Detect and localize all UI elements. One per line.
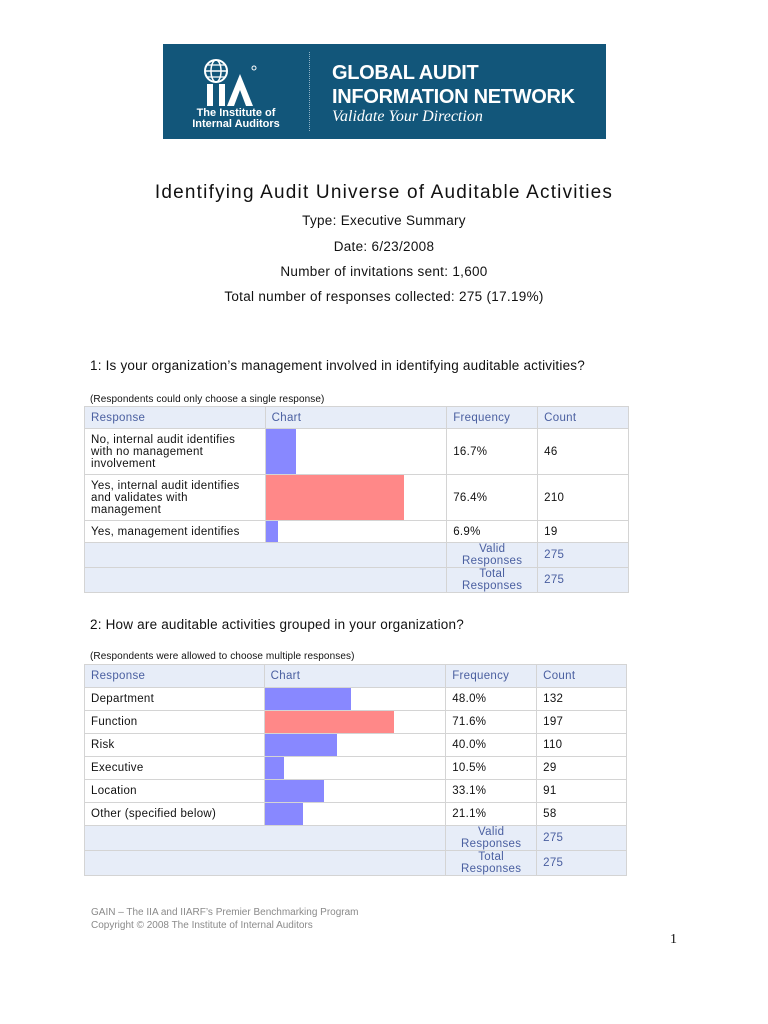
frequency-bar bbox=[266, 521, 278, 542]
gain-title-line2: INFORMATION NETWORK bbox=[332, 86, 575, 108]
response-label: Location bbox=[85, 780, 265, 803]
table-row bbox=[85, 803, 627, 826]
question-1-table bbox=[84, 406, 629, 593]
responses-collected: Total number of responses collected: 275 (17.19%) bbox=[224, 289, 544, 304]
column-header-frequency: Frequency bbox=[446, 665, 537, 688]
summary-type: Type: Executive Summary bbox=[302, 213, 466, 228]
count-value: 91 bbox=[537, 780, 627, 803]
frequency-value: 40.0% bbox=[446, 734, 537, 757]
chart-cell bbox=[264, 688, 446, 711]
table-row bbox=[85, 429, 629, 475]
frequency-value: 48.0% bbox=[446, 688, 537, 711]
valid-responses-value: 275 bbox=[537, 826, 627, 851]
count-value: 197 bbox=[537, 711, 627, 734]
question-2-table bbox=[84, 664, 627, 876]
total-responses-row bbox=[85, 568, 629, 593]
chart-cell bbox=[265, 521, 447, 543]
chart-cell bbox=[264, 757, 446, 780]
frequency-bar bbox=[265, 688, 352, 710]
blank-cell bbox=[85, 851, 446, 876]
valid-responses-value: 275 bbox=[538, 543, 629, 568]
question-1-title: 1: Is your organization’s management involved in identifying auditable activities? bbox=[90, 358, 585, 373]
frequency-bar bbox=[265, 803, 303, 825]
frequency-value: 21.1% bbox=[446, 803, 537, 826]
document-title: Identifying Audit Universe of Auditable Activities bbox=[154, 182, 614, 203]
invitations-sent: Number of invitations sent: 1,600 bbox=[280, 264, 488, 279]
logo-text-line1: The Institute of bbox=[196, 107, 276, 119]
count-value: 132 bbox=[537, 688, 627, 711]
table-row bbox=[85, 780, 627, 803]
iia-logo bbox=[163, 44, 309, 139]
frequency-bar bbox=[266, 429, 296, 474]
column-header-count: Count bbox=[538, 407, 629, 429]
frequency-bar bbox=[266, 475, 404, 520]
column-header-count: Count bbox=[537, 665, 627, 688]
table-header-row bbox=[85, 407, 629, 429]
valid-responses-row bbox=[85, 826, 627, 851]
question-2-note: (Respondents were allowed to choose multiple responses) bbox=[90, 651, 355, 662]
response-label: Yes, internal audit identifies and validates with management bbox=[85, 475, 266, 521]
frequency-value: 16.7% bbox=[447, 429, 538, 475]
page-number: 1 bbox=[670, 932, 677, 947]
column-header-chart: Chart bbox=[265, 407, 447, 429]
chart-cell bbox=[264, 803, 446, 826]
gain-title bbox=[332, 61, 575, 109]
frequency-value: 6.9% bbox=[447, 521, 538, 543]
table-row bbox=[85, 688, 627, 711]
valid-responses-label: Valid Responses bbox=[447, 543, 538, 568]
valid-responses-label: Valid Responses bbox=[446, 826, 537, 851]
response-label: Executive bbox=[85, 757, 265, 780]
gain-tagline: Validate Your Direction bbox=[332, 108, 483, 125]
frequency-bar bbox=[265, 711, 394, 733]
gain-banner bbox=[163, 44, 606, 139]
chart-cell bbox=[264, 711, 446, 734]
total-responses-value: 275 bbox=[537, 851, 627, 876]
table-row bbox=[85, 711, 627, 734]
count-value: 46 bbox=[538, 429, 629, 475]
blank-cell bbox=[85, 568, 447, 593]
blank-cell bbox=[85, 543, 447, 568]
banner-divider bbox=[309, 52, 310, 131]
table-row bbox=[85, 475, 629, 521]
frequency-value: 71.6% bbox=[446, 711, 537, 734]
table-row bbox=[85, 521, 629, 543]
response-label: No, internal audit identifies with no management involvement bbox=[85, 429, 266, 475]
summary-date: Date: 6/23/2008 bbox=[333, 239, 435, 254]
table-row bbox=[85, 757, 627, 780]
response-label: Risk bbox=[85, 734, 265, 757]
count-value: 29 bbox=[537, 757, 627, 780]
iia-globe-icon bbox=[163, 44, 309, 110]
question-2-title: 2: How are auditable activities grouped in your organization? bbox=[90, 617, 464, 632]
total-responses-label: Total Responses bbox=[446, 851, 537, 876]
response-label: Yes, management identifies bbox=[85, 521, 266, 543]
frequency-value: 33.1% bbox=[446, 780, 537, 803]
blank-cell bbox=[85, 826, 446, 851]
total-responses-value: 275 bbox=[538, 568, 629, 593]
count-value: 110 bbox=[537, 734, 627, 757]
chart-cell bbox=[264, 780, 446, 803]
total-responses-row bbox=[85, 851, 627, 876]
chart-cell bbox=[265, 475, 447, 521]
question-1-note: (Respondents could only choose a single response) bbox=[90, 394, 325, 405]
total-responses-label: Total Responses bbox=[447, 568, 538, 593]
count-value: 58 bbox=[537, 803, 627, 826]
footer-copyright: Copyright © 2008 The Institute of Internal Auditors bbox=[91, 920, 313, 931]
count-value: 19 bbox=[538, 521, 629, 543]
chart-cell bbox=[265, 429, 447, 475]
frequency-bar bbox=[265, 780, 325, 802]
frequency-value: 76.4% bbox=[447, 475, 538, 521]
frequency-bar bbox=[265, 734, 337, 756]
chart-cell bbox=[264, 734, 446, 757]
table-header-row bbox=[85, 665, 627, 688]
frequency-bar bbox=[265, 757, 284, 779]
valid-responses-row bbox=[85, 543, 629, 568]
response-label: Function bbox=[85, 711, 265, 734]
table-row bbox=[85, 734, 627, 757]
column-header-chart: Chart bbox=[264, 665, 446, 688]
frequency-value: 10.5% bbox=[446, 757, 537, 780]
column-header-frequency: Frequency bbox=[447, 407, 538, 429]
logo-text-line2: Internal Auditors bbox=[192, 118, 280, 130]
column-header-response: Response bbox=[85, 665, 265, 688]
count-value: 210 bbox=[538, 475, 629, 521]
response-label: Department bbox=[85, 688, 265, 711]
column-header-response: Response bbox=[85, 407, 266, 429]
response-label: Other (specified below) bbox=[85, 803, 265, 826]
footer-program: GAIN – The IIA and IIARF’s Premier Benchmarking Program bbox=[91, 907, 359, 918]
gain-title-line1: GLOBAL AUDIT bbox=[332, 62, 479, 84]
